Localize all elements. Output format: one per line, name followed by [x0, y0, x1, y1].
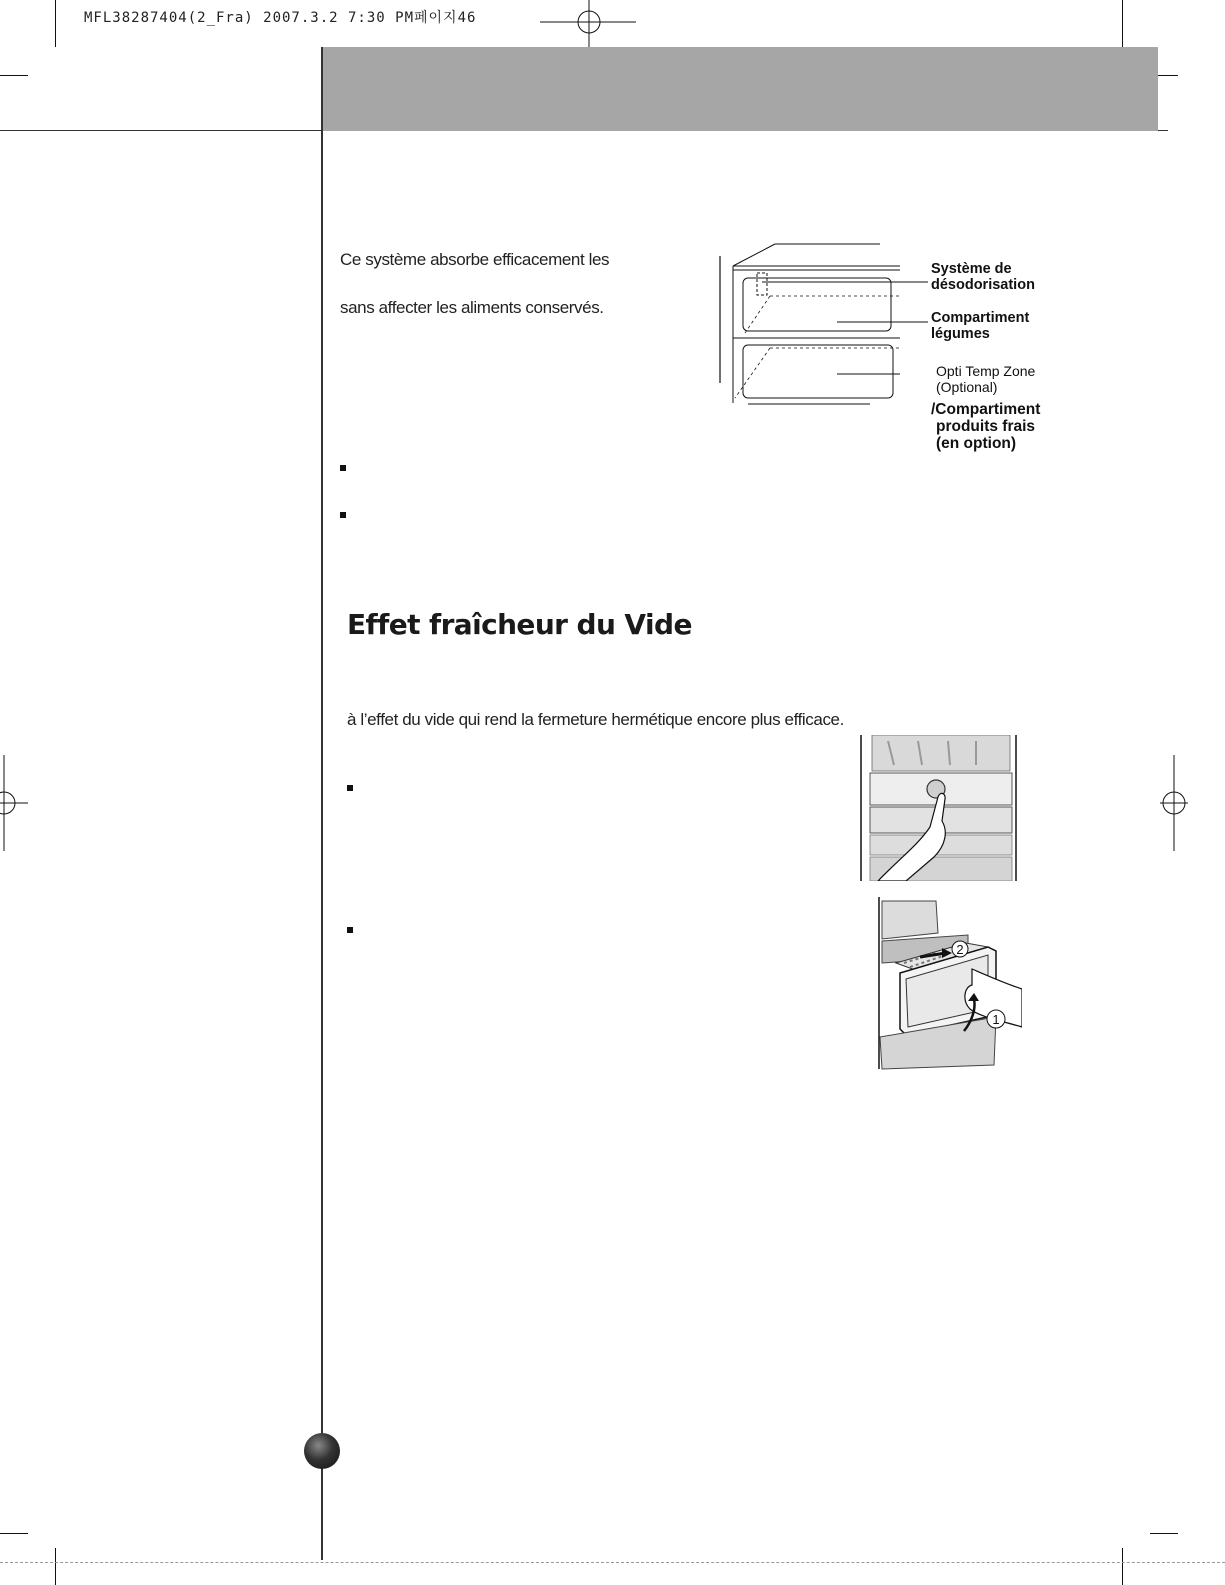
fridge-compartment-diagram	[710, 238, 930, 413]
crop-mark	[1150, 1533, 1178, 1534]
diagram-label-fresh-2: produits frais	[936, 418, 1036, 435]
diagram-label-vegetable-2: légumes	[931, 326, 990, 342]
diagram-label-optitemp-2: (Optional)	[936, 379, 998, 395]
vacuum-button-illustration	[858, 735, 1020, 881]
bullet-marker	[340, 465, 346, 471]
crop-mark	[55, 0, 56, 47]
diagram-label-fresh-1: /Compartiment	[931, 401, 1041, 418]
registration-mark-top	[540, 0, 640, 50]
drawer-removal-illustration	[876, 897, 1022, 1072]
crop-mark	[0, 1533, 28, 1534]
step-1-label: 1	[992, 1012, 1000, 1027]
diagram-label-deodorizer-1: Système de	[931, 261, 1012, 277]
diagram-label-optitemp-1: Opti Temp Zone	[936, 363, 1036, 379]
trim-line	[0, 1562, 1225, 1563]
page-divider-horizontal	[0, 130, 323, 131]
page-divider-vertical	[321, 47, 323, 1560]
crop-mark	[55, 1548, 56, 1585]
bullet-marker	[347, 785, 353, 791]
registration-mark-left	[0, 755, 30, 855]
diagram-label-fresh-3: (en option)	[936, 435, 1017, 452]
registration-mark-right	[1160, 755, 1190, 855]
diagram-label-vegetable-1: Compartiment	[931, 310, 1030, 326]
deodorizer-text-line2: sans affecter les aliments conservés.	[340, 298, 604, 317]
diagram-label-deodorizer-2: désodorisation	[931, 277, 1035, 293]
bullet-marker	[347, 927, 353, 933]
header-band	[323, 47, 1158, 131]
bullet-marker	[340, 512, 346, 518]
page-divider-horizontal-right	[1158, 130, 1168, 131]
crop-mark	[1122, 0, 1123, 47]
page-number-marker	[304, 1433, 340, 1469]
crop-mark	[1122, 1548, 1123, 1585]
print-header: MFL38287404(2_Fra) 2007.3.2 7:30 PM페이지46	[84, 10, 477, 26]
section-title-vacuum: Effet fraîcheur du Vide	[347, 608, 692, 641]
step-2-label: 2	[956, 942, 964, 957]
vacuum-intro-text: à l’effet du vide qui rend la fermeture hermétique encore plus efficace.	[347, 710, 844, 729]
crop-mark	[0, 75, 28, 76]
deodorizer-text-line1: Ce système absorbe efficacement les	[340, 250, 610, 269]
